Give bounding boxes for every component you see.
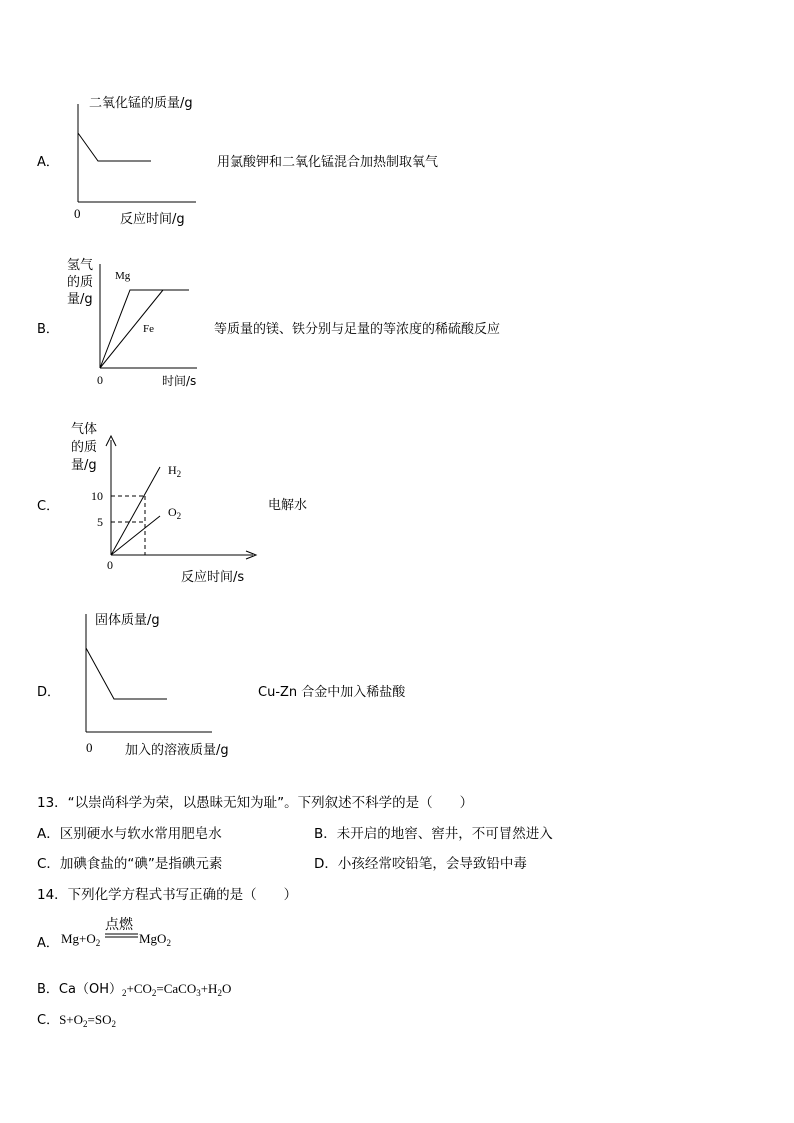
option-b-ylabel-3: 量/g (67, 292, 93, 307)
question-14-option-a-reactants: $Mg+O_2$ (61, 931, 101, 948)
option-a-xlabel: 反应时间/g (120, 212, 185, 227)
option-c-origin: 0 (107, 558, 113, 572)
option-b-description: 等质量的镁、铁分别与足量的等浓度的稀硫酸反应 (214, 322, 501, 337)
question-14-option-b: B．$Ca(OH)_2+CO_2=CaCO_3+H_2O$ (37, 981, 232, 998)
option-c-ylabel-3: 量/g (71, 458, 97, 473)
option-c-marker: C． (37, 499, 60, 514)
option-a-origin: 0 (74, 206, 81, 221)
option-b-fe-label: Fe (143, 323, 154, 335)
option-d-description: Cu-Zn 合金中加入稀盐酸 (258, 685, 406, 700)
option-c-ylabel-2: 的质 (71, 440, 98, 455)
option-c-h2-label: $H_2$ (168, 463, 182, 479)
option-d-ylabel: 固体质量/g (95, 613, 160, 628)
question-13-option-c: C．加碘食盐的“碘”是指碘元素 (37, 856, 223, 872)
option-b-mg-label: Mg (115, 270, 131, 282)
option-a-ylabel: 二氧化锰的质量/g (89, 96, 193, 111)
option-c-tick-10: 10 (91, 489, 103, 503)
question-13-option-a: A．区别硬水与软水常用肥皂水 (37, 826, 222, 842)
question-13-option-d: D．小孩经常咬铅笔，会导致铅中毒 (314, 856, 527, 872)
question-14-option-a-product: MgO$_2$ (139, 931, 171, 948)
question-14-option-a-marker: A． (37, 936, 59, 951)
option-b-ylabel-2: 的质 (67, 275, 94, 290)
question-14-option-c: C．$S+O_2=SO_2$ (37, 1012, 116, 1029)
option-a-description: 用氯酸钾和二氧化锰混合加热制取氧气 (217, 155, 439, 170)
question-14-stem: 14．下列化学方程式书写正确的是（ ） (37, 887, 298, 903)
option-b-xlabel: 时间/s (162, 374, 197, 388)
option-d-marker: D． (37, 685, 61, 700)
option-c-o2-label: $O_2$ (168, 505, 182, 521)
question-13-stem: 13．“以崇尚科学为荣，以愚昧无知为耻”。下列叙述不科学的是（ ） (37, 795, 474, 811)
option-b-ylabel-1: 氢气 (67, 258, 94, 273)
option-c-ylabel-1: 气体 (71, 422, 98, 437)
question-13-option-b: B．未开启的地窖、窖井，不可冒然进入 (314, 826, 553, 842)
option-b-marker: B． (37, 322, 59, 337)
option-b-origin: 0 (97, 373, 103, 387)
option-a-marker: A． (37, 155, 59, 170)
option-c-tick-5: 5 (97, 515, 103, 529)
option-c-description: 电解水 (268, 498, 308, 513)
option-c-xlabel: 反应时间/s (181, 570, 245, 585)
question-14-option-a-condition: 点燃 (105, 917, 133, 933)
option-d-xlabel: 加入的溶液质量/g (125, 743, 229, 758)
option-d-origin: 0 (86, 740, 93, 755)
